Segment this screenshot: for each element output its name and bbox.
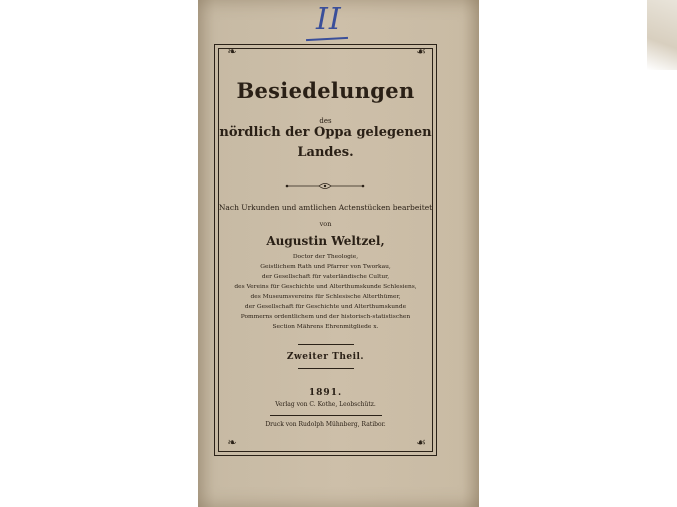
source-line: Nach Urkunden und amtlichen Actenstücken bearbeitet xyxy=(218,203,433,212)
title-connector: des xyxy=(319,117,332,125)
corner-ornament-icon: ☙ xyxy=(416,45,426,58)
printer-line: Druck von Rudolph Mühnberg, Ratibor. xyxy=(265,421,386,428)
book-title: Besiedelungen xyxy=(236,78,415,103)
volume-part: Zweiter Theil. xyxy=(286,352,365,362)
credential-line: des Museumsvereins für Schlesische Alterthümer, xyxy=(250,294,401,300)
credential-line: Doctor der Theologie, xyxy=(292,254,359,260)
torn-corner xyxy=(647,0,677,70)
handwritten-volume-mark: II xyxy=(316,2,342,37)
corner-ornament-icon: ☙ xyxy=(416,436,426,449)
credential-line: des Vereins für Geschichte und Alterthumskunde Schlesiens, xyxy=(234,284,417,290)
rule-above-part xyxy=(298,344,354,345)
credential-line: Pommerns ordentlichem und der historisch-statistischen xyxy=(240,314,411,320)
divider-ornament-icon xyxy=(285,181,365,191)
rule-below-part xyxy=(298,368,354,369)
credential-line: der Gesellschaft für Geschichte und Alterthumskunde xyxy=(244,304,407,310)
credential-line: der Gesellschaft für vaterländische Cultur, xyxy=(261,274,390,280)
by-word: von xyxy=(319,220,332,228)
publisher-line: Verlag von C. Kothe, Leobschütz. xyxy=(275,401,376,408)
credential-line: Geistlichem Rath und Pfarrer von Tworkau, xyxy=(260,264,391,270)
author-name: Augustin Weltzel, xyxy=(266,234,385,248)
rule-above-printer xyxy=(270,415,382,416)
subtitle-line-2: Landes. xyxy=(297,145,354,160)
credential-line: Section Mährens Ehrenmitgliede x. xyxy=(272,324,379,330)
publication-year: 1891. xyxy=(308,388,343,398)
subtitle-line-1: nördlich der Oppa gelegenen xyxy=(219,125,432,140)
corner-ornament-icon: ❧ xyxy=(227,45,237,58)
corner-ornament-icon: ❧ xyxy=(227,436,237,449)
